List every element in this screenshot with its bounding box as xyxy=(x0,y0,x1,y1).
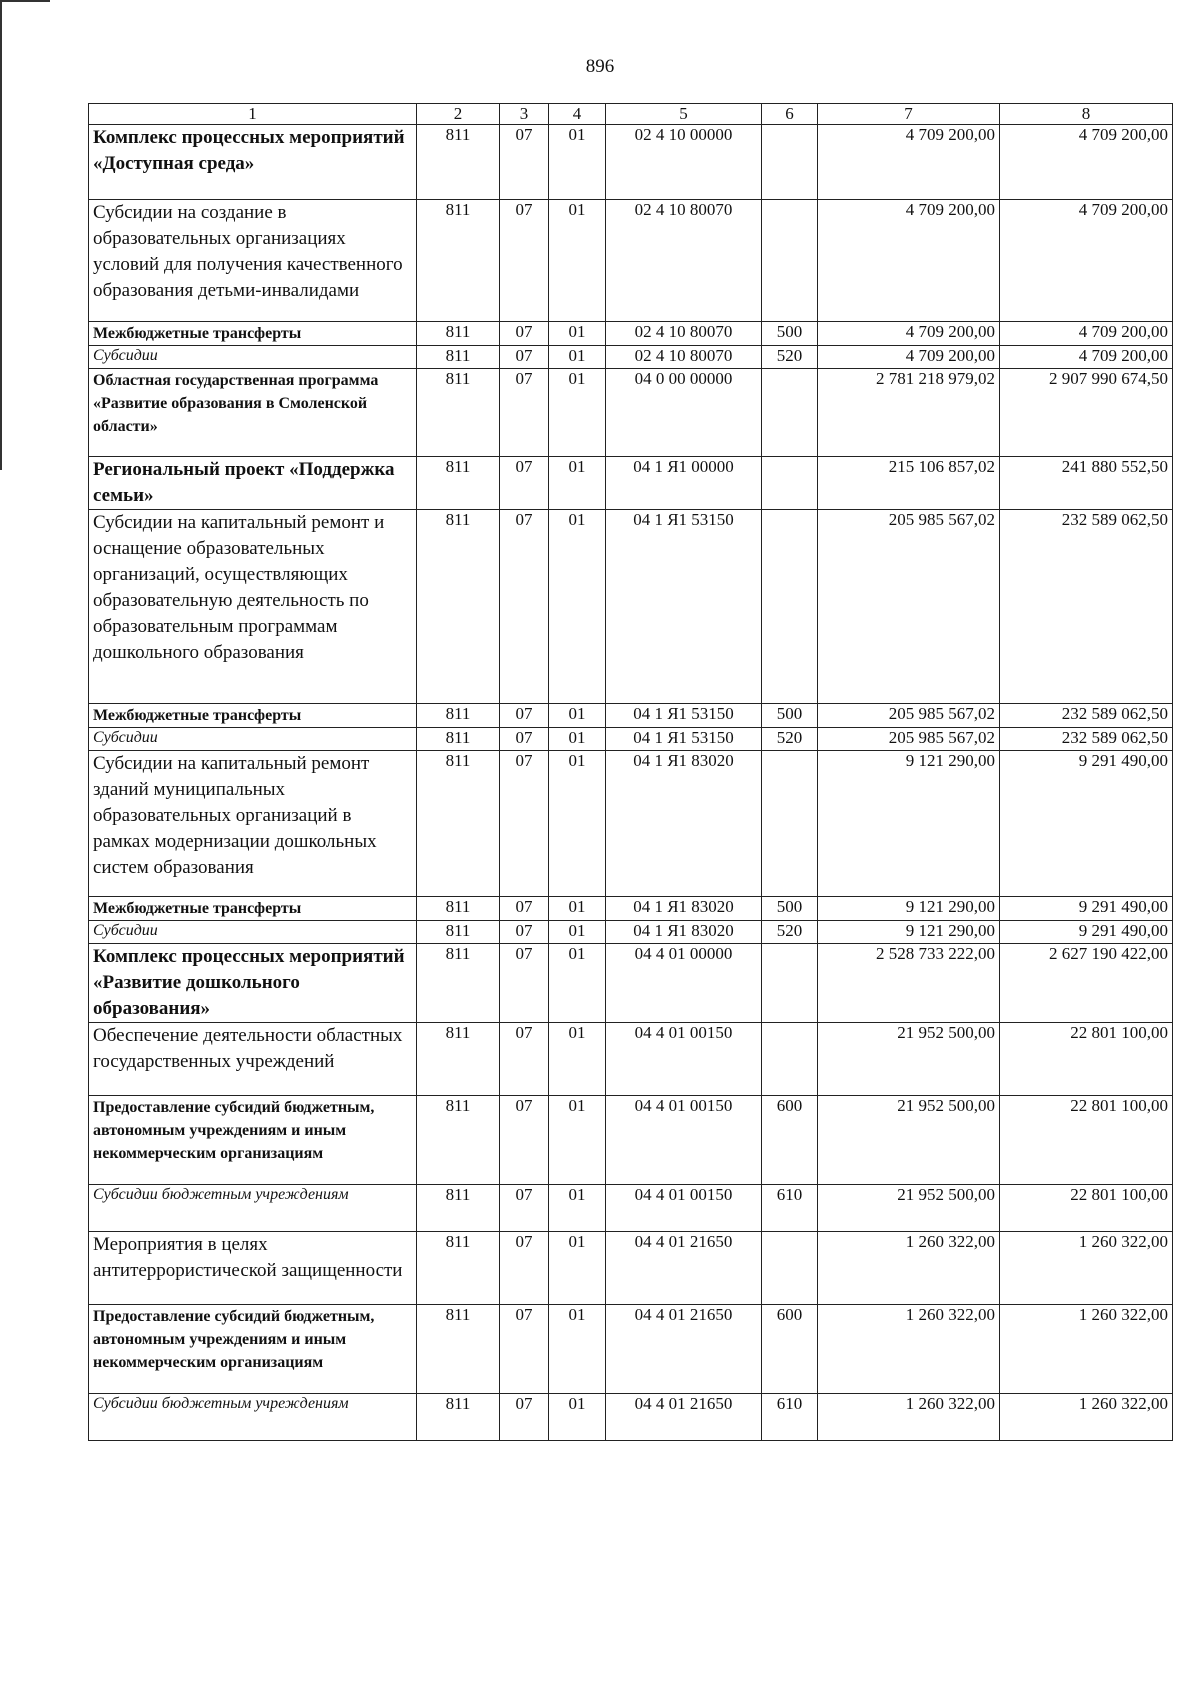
cell-target-article: 04 1 Я1 53150 xyxy=(606,510,762,704)
header-row xyxy=(89,104,1173,125)
header-col-4: 4 xyxy=(549,104,606,125)
cell-name: Межбюджетные трансферты xyxy=(89,704,417,728)
cell-amount-year-2: 4 709 200,00 xyxy=(1000,322,1173,346)
header-col-1: 1 xyxy=(89,104,417,125)
table-row xyxy=(89,1185,1173,1232)
cell-section: 07 xyxy=(500,944,549,1023)
cell-section: 07 xyxy=(500,751,549,897)
cell-expense-type xyxy=(762,1232,818,1305)
cell-ministry-code: 811 xyxy=(417,346,500,369)
cell-target-article: 02 4 10 80070 xyxy=(606,346,762,369)
cell-subsection: 01 xyxy=(549,1305,606,1394)
cell-amount-year-1: 21 952 500,00 xyxy=(818,1185,1000,1232)
cell-expense-type xyxy=(762,200,818,322)
cell-name: Межбюджетные трансферты xyxy=(89,897,417,921)
cell-section: 07 xyxy=(500,1185,549,1232)
header-col-3: 3 xyxy=(500,104,549,125)
cell-amount-year-2: 232 589 062,50 xyxy=(1000,728,1173,751)
cell-ministry-code: 811 xyxy=(417,125,500,200)
cell-amount-year-2: 232 589 062,50 xyxy=(1000,510,1173,704)
header-col-5: 5 xyxy=(606,104,762,125)
cell-subsection: 01 xyxy=(549,200,606,322)
cell-amount-year-1: 21 952 500,00 xyxy=(818,1096,1000,1185)
table-row xyxy=(89,200,1173,322)
cell-amount-year-2: 2 907 990 674,50 xyxy=(1000,369,1173,457)
cell-name: Областная государственная программа «Развитие образования в Смоленской области» xyxy=(89,369,417,457)
cell-ministry-code: 811 xyxy=(417,369,500,457)
cell-amount-year-2: 4 709 200,00 xyxy=(1000,200,1173,322)
cell-expense-type: 500 xyxy=(762,704,818,728)
cell-target-article: 04 4 01 21650 xyxy=(606,1305,762,1394)
cell-expense-type: 600 xyxy=(762,1096,818,1185)
cell-amount-year-2: 1 260 322,00 xyxy=(1000,1232,1173,1305)
cell-amount-year-1: 4 709 200,00 xyxy=(818,346,1000,369)
cell-target-article: 04 4 01 21650 xyxy=(606,1394,762,1441)
cell-target-article: 02 4 10 80070 xyxy=(606,200,762,322)
table-row xyxy=(89,369,1173,457)
cell-target-article: 04 1 Я1 83020 xyxy=(606,751,762,897)
cell-section: 07 xyxy=(500,1305,549,1394)
cell-ministry-code: 811 xyxy=(417,1023,500,1096)
cell-section: 07 xyxy=(500,1232,549,1305)
cell-ministry-code: 811 xyxy=(417,704,500,728)
cell-amount-year-1: 1 260 322,00 xyxy=(818,1232,1000,1305)
cell-target-article: 04 4 01 00000 xyxy=(606,944,762,1023)
cell-amount-year-1: 215 106 857,02 xyxy=(818,457,1000,510)
cell-expense-type xyxy=(762,1023,818,1096)
cell-amount-year-1: 205 985 567,02 xyxy=(818,728,1000,751)
cell-ministry-code: 811 xyxy=(417,1232,500,1305)
cell-subsection: 01 xyxy=(549,897,606,921)
header-col-6: 6 xyxy=(762,104,818,125)
cell-target-article: 04 1 Я1 83020 xyxy=(606,897,762,921)
cell-subsection: 01 xyxy=(549,125,606,200)
cell-amount-year-1: 1 260 322,00 xyxy=(818,1394,1000,1441)
cell-amount-year-2: 4 709 200,00 xyxy=(1000,346,1173,369)
header-col-7: 7 xyxy=(818,104,1000,125)
table-row xyxy=(89,457,1173,510)
cell-ministry-code: 811 xyxy=(417,728,500,751)
cell-amount-year-1: 205 985 567,02 xyxy=(818,704,1000,728)
table-row xyxy=(89,728,1173,751)
cell-name: Субсидии на создание в образовательных организациях условий для получения качественного образования детьми-инвалидами xyxy=(89,200,417,322)
table-row xyxy=(89,897,1173,921)
table-row xyxy=(89,1232,1173,1305)
cell-target-article: 04 4 01 21650 xyxy=(606,1232,762,1305)
cell-name: Предоставление субсидий бюджетным, автономным учреждениям и иным некоммерческим организациям xyxy=(89,1305,417,1394)
cell-expense-type xyxy=(762,125,818,200)
cell-subsection: 01 xyxy=(549,728,606,751)
cell-expense-type: 520 xyxy=(762,346,818,369)
cell-amount-year-1: 4 709 200,00 xyxy=(818,200,1000,322)
cell-ministry-code: 811 xyxy=(417,944,500,1023)
cell-section: 07 xyxy=(500,125,549,200)
scan-edge-top xyxy=(0,0,50,2)
cell-ministry-code: 811 xyxy=(417,921,500,944)
cell-section: 07 xyxy=(500,346,549,369)
cell-section: 07 xyxy=(500,704,549,728)
table-body xyxy=(89,104,1173,1441)
cell-section: 07 xyxy=(500,369,549,457)
cell-ministry-code: 811 xyxy=(417,751,500,897)
cell-expense-type: 610 xyxy=(762,1185,818,1232)
table-row xyxy=(89,1096,1173,1185)
cell-amount-year-1: 9 121 290,00 xyxy=(818,897,1000,921)
cell-name: Межбюджетные трансферты xyxy=(89,322,417,346)
cell-amount-year-2: 1 260 322,00 xyxy=(1000,1394,1173,1441)
cell-section: 07 xyxy=(500,921,549,944)
cell-expense-type: 500 xyxy=(762,322,818,346)
table-row xyxy=(89,1023,1173,1096)
cell-expense-type xyxy=(762,369,818,457)
cell-subsection: 01 xyxy=(549,1394,606,1441)
cell-target-article: 04 0 00 00000 xyxy=(606,369,762,457)
cell-amount-year-2: 9 291 490,00 xyxy=(1000,921,1173,944)
table-row xyxy=(89,1394,1173,1441)
cell-amount-year-1: 2 528 733 222,00 xyxy=(818,944,1000,1023)
cell-ministry-code: 811 xyxy=(417,897,500,921)
cell-subsection: 01 xyxy=(549,751,606,897)
cell-target-article: 04 1 Я1 53150 xyxy=(606,728,762,751)
cell-amount-year-2: 1 260 322,00 xyxy=(1000,1305,1173,1394)
cell-expense-type: 600 xyxy=(762,1305,818,1394)
page-number: 896 xyxy=(585,56,615,77)
table-row xyxy=(89,322,1173,346)
cell-expense-type xyxy=(762,510,818,704)
cell-ministry-code: 811 xyxy=(417,1305,500,1394)
cell-expense-type: 520 xyxy=(762,728,818,751)
cell-section: 07 xyxy=(500,457,549,510)
cell-target-article: 04 1 Я1 00000 xyxy=(606,457,762,510)
table-row xyxy=(89,921,1173,944)
table-row xyxy=(89,751,1173,897)
cell-section: 07 xyxy=(500,728,549,751)
cell-name: Обеспечение деятельности областных государственных учреждений xyxy=(89,1023,417,1096)
cell-ministry-code: 811 xyxy=(417,200,500,322)
cell-name: Региональный проект «Поддержка семьи» xyxy=(89,457,417,510)
header-col-2: 2 xyxy=(417,104,500,125)
cell-amount-year-1: 21 952 500,00 xyxy=(818,1023,1000,1096)
cell-amount-year-2: 22 801 100,00 xyxy=(1000,1096,1173,1185)
cell-name: Субсидии на капитальный ремонт и оснащение образовательных организаций, осуществляющих образовательную деятельность по образовательным программам дошкольного образования xyxy=(89,510,417,704)
cell-target-article: 02 4 10 80070 xyxy=(606,322,762,346)
cell-amount-year-2: 2 627 190 422,00 xyxy=(1000,944,1173,1023)
cell-section: 07 xyxy=(500,200,549,322)
cell-target-article: 04 4 01 00150 xyxy=(606,1023,762,1096)
table-row xyxy=(89,346,1173,369)
cell-ministry-code: 811 xyxy=(417,457,500,510)
cell-subsection: 01 xyxy=(549,704,606,728)
cell-target-article: 04 1 Я1 53150 xyxy=(606,704,762,728)
cell-amount-year-1: 4 709 200,00 xyxy=(818,322,1000,346)
cell-ministry-code: 811 xyxy=(417,510,500,704)
cell-subsection: 01 xyxy=(549,457,606,510)
cell-amount-year-1: 4 709 200,00 xyxy=(818,125,1000,200)
cell-section: 07 xyxy=(500,1023,549,1096)
cell-section: 07 xyxy=(500,322,549,346)
cell-subsection: 01 xyxy=(549,346,606,369)
table-row xyxy=(89,704,1173,728)
cell-amount-year-2: 241 880 552,50 xyxy=(1000,457,1173,510)
cell-section: 07 xyxy=(500,1394,549,1441)
cell-amount-year-1: 1 260 322,00 xyxy=(818,1305,1000,1394)
cell-amount-year-1: 9 121 290,00 xyxy=(818,751,1000,897)
cell-section: 07 xyxy=(500,510,549,704)
cell-expense-type xyxy=(762,751,818,897)
cell-expense-type: 520 xyxy=(762,921,818,944)
cell-name: Субсидии бюджетным учреждениям xyxy=(89,1185,417,1232)
cell-amount-year-2: 22 801 100,00 xyxy=(1000,1185,1173,1232)
cell-name: Предоставление субсидий бюджетным, автономным учреждениям и иным некоммерческим организациям xyxy=(89,1096,417,1185)
cell-target-article: 02 4 10 00000 xyxy=(606,125,762,200)
cell-ministry-code: 811 xyxy=(417,322,500,346)
cell-subsection: 01 xyxy=(549,369,606,457)
cell-ministry-code: 811 xyxy=(417,1394,500,1441)
table-row xyxy=(89,510,1173,704)
cell-name: Субсидии на капитальный ремонт зданий муниципальных образовательных организаций в рамках модернизации дошкольных систем образования xyxy=(89,751,417,897)
cell-section: 07 xyxy=(500,897,549,921)
cell-amount-year-2: 232 589 062,50 xyxy=(1000,704,1173,728)
cell-amount-year-2: 9 291 490,00 xyxy=(1000,751,1173,897)
cell-target-article: 04 4 01 00150 xyxy=(606,1185,762,1232)
cell-subsection: 01 xyxy=(549,1232,606,1305)
cell-expense-type: 500 xyxy=(762,897,818,921)
table-row xyxy=(89,944,1173,1023)
cell-name: Субсидии xyxy=(89,921,417,944)
cell-expense-type xyxy=(762,944,818,1023)
cell-subsection: 01 xyxy=(549,944,606,1023)
cell-name: Комплекс процессных мероприятий «Развитие дошкольного образования» xyxy=(89,944,417,1023)
cell-target-article: 04 1 Я1 83020 xyxy=(606,921,762,944)
cell-name: Субсидии xyxy=(89,346,417,369)
cell-name: Комплекс процессных мероприятий «Доступная среда» xyxy=(89,125,417,200)
cell-subsection: 01 xyxy=(549,322,606,346)
cell-expense-type xyxy=(762,457,818,510)
cell-amount-year-1: 2 781 218 979,02 xyxy=(818,369,1000,457)
table-row xyxy=(89,1305,1173,1394)
cell-name: Субсидии бюджетным учреждениям xyxy=(89,1394,417,1441)
cell-subsection: 01 xyxy=(549,1185,606,1232)
cell-subsection: 01 xyxy=(549,1023,606,1096)
cell-subsection: 01 xyxy=(549,510,606,704)
cell-name: Мероприятия в целях антитеррористической защищенности xyxy=(89,1232,417,1305)
cell-name: Субсидии xyxy=(89,728,417,751)
budget-table xyxy=(88,103,1173,1441)
cell-amount-year-2: 22 801 100,00 xyxy=(1000,1023,1173,1096)
cell-amount-year-1: 9 121 290,00 xyxy=(818,921,1000,944)
cell-amount-year-1: 205 985 567,02 xyxy=(818,510,1000,704)
cell-expense-type: 610 xyxy=(762,1394,818,1441)
cell-target-article: 04 4 01 00150 xyxy=(606,1096,762,1185)
cell-subsection: 01 xyxy=(549,1096,606,1185)
cell-ministry-code: 811 xyxy=(417,1096,500,1185)
cell-subsection: 01 xyxy=(549,921,606,944)
cell-section: 07 xyxy=(500,1096,549,1185)
table-row xyxy=(89,125,1173,200)
cell-amount-year-2: 9 291 490,00 xyxy=(1000,897,1173,921)
cell-amount-year-2: 4 709 200,00 xyxy=(1000,125,1173,200)
cell-ministry-code: 811 xyxy=(417,1185,500,1232)
header-col-8: 8 xyxy=(1000,104,1173,125)
